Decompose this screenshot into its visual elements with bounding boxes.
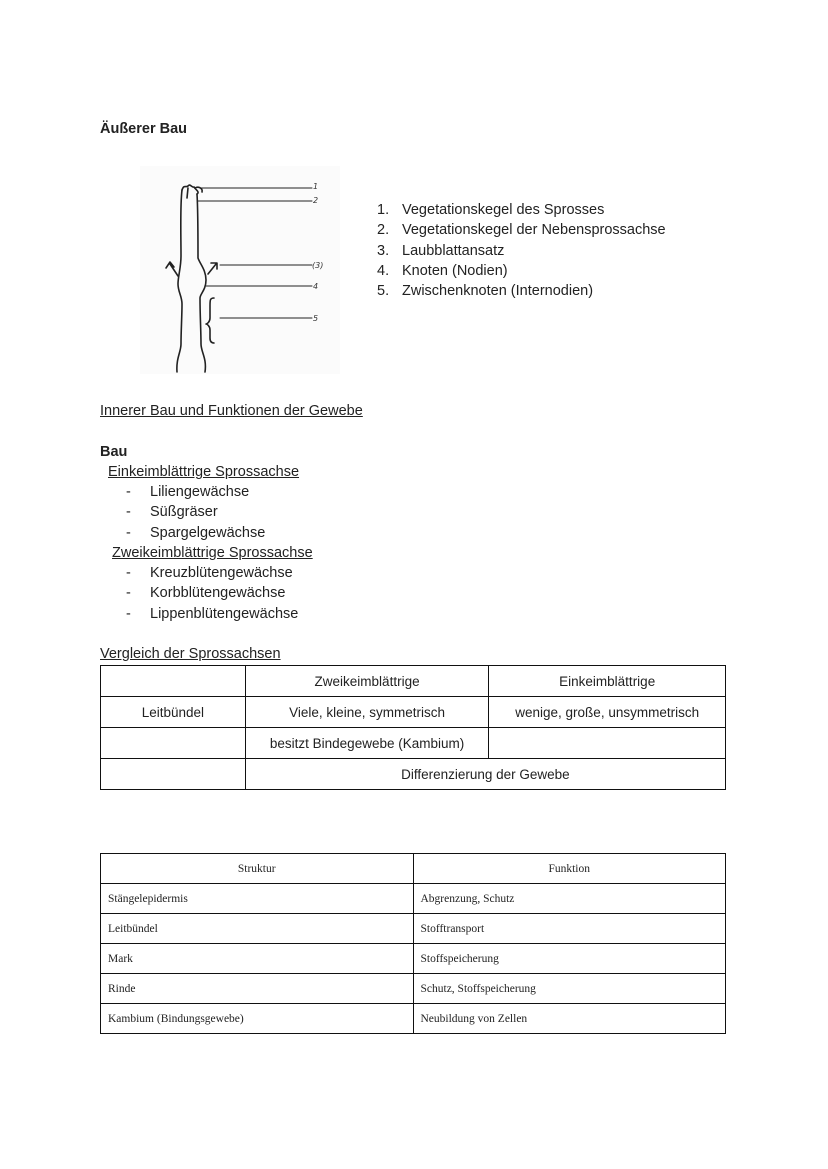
list-item: 3. Laubblattansatz: [377, 242, 505, 259]
table-row: [101, 914, 726, 944]
table-cell: Mark: [101, 944, 414, 974]
outer-legend-list: [377, 200, 666, 301]
table-cell: Funktion: [413, 854, 726, 884]
table-row: [101, 854, 726, 884]
list-item: 1. Vegetationskegel des Sprosses: [377, 202, 605, 218]
table-cell: [101, 728, 246, 759]
diagram-label-5: 5: [313, 314, 319, 323]
diagram-label-4: 4: [313, 282, 319, 291]
table-cell: Leitbündel: [101, 697, 246, 728]
list-item: 2. Vegetationskegel der Nebensprossachse: [377, 222, 666, 239]
comparison-title: Vergleich der Sprossachsen: [100, 646, 281, 662]
table-row: [101, 944, 726, 974]
table-cell: wenige, große, unsymmetrisch: [489, 697, 726, 728]
bau-heading: Bau: [100, 444, 128, 460]
table-cell: Schutz, Stoffspeicherung: [413, 974, 726, 1004]
table-cell: [101, 759, 246, 790]
table-row: [101, 884, 726, 914]
table-row: [101, 974, 726, 1004]
diagram-label-1: 1: [313, 182, 319, 191]
table-cell: Rinde: [101, 974, 414, 1004]
table-cell: Neubildung von Zellen: [413, 1004, 726, 1034]
mono-title: Einkeimblättrige Sprossachse: [108, 464, 300, 480]
outer-heading: Äußerer Bau: [100, 121, 188, 137]
list-item: 5. Zwischenknoten (Internodien): [377, 283, 594, 300]
table-cell: Stängelepidermis: [101, 884, 414, 914]
table-row: [101, 728, 726, 759]
table-row: [101, 697, 726, 728]
table-cell: Zweikeimblättrige: [245, 666, 489, 697]
table-row: [101, 759, 726, 790]
table-cell: [489, 728, 726, 759]
di-title: Zweikeimblättrige Sprossachse: [112, 545, 313, 561]
table-cell: Einkeimblättrige: [489, 666, 726, 697]
shoot-diagram: [140, 166, 340, 374]
diagram-label-3: (3): [312, 261, 324, 270]
table-row: [101, 1004, 726, 1034]
functions-table: [100, 853, 726, 1034]
table-cell: Stoffspeicherung: [413, 944, 726, 974]
list-item: - Lippenblütengewächse: [126, 605, 299, 622]
list-item: - Liliengewächse: [126, 484, 250, 500]
list-item: - Spargelgewächse: [126, 524, 266, 541]
table-cell: Viele, kleine, symmetrisch: [245, 697, 489, 728]
table-cell: Leitbündel: [101, 914, 414, 944]
table-cell: [101, 666, 246, 697]
table-cell: Abgrenzung, Schutz: [413, 884, 726, 914]
list-item: - Süßgräser: [126, 504, 218, 521]
diagram-label-2: 2: [313, 196, 319, 205]
table-cell: Stofftransport: [413, 914, 726, 944]
list-item: - Kreuzblütengewächse: [126, 565, 293, 581]
table-cell: Struktur: [101, 854, 414, 884]
table-cell: Differenzierung der Gewebe: [245, 759, 725, 790]
list-item: - Korbblütengewächse: [126, 585, 286, 602]
table-row: [101, 666, 726, 697]
mono-list: [126, 482, 265, 543]
list-item: 4. Knoten (Nodien): [377, 262, 508, 279]
comparison-table: [100, 665, 726, 790]
table-cell: besitzt Bindegewebe (Kambium): [245, 728, 489, 759]
inner-heading: Innerer Bau und Funktionen der Gewebe: [100, 403, 363, 419]
table-cell: Kambium (Bindungsgewebe): [101, 1004, 414, 1034]
di-list: [126, 563, 298, 624]
